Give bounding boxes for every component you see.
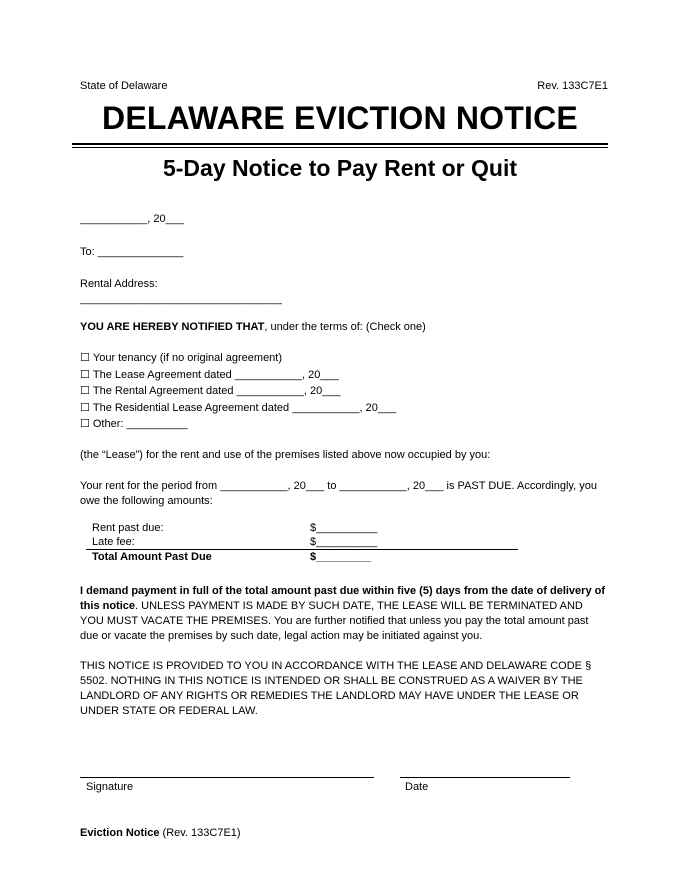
title-divider-thick (72, 143, 608, 145)
revision-label: Rev. 133C7E1 (537, 80, 608, 92)
notified-rest: , under the terms of: (Check one) (264, 321, 426, 333)
option-label: The Residential Lease Agreement dated ___________, 20___ (92, 401, 397, 414)
total-past-due-label: Total Amount Past Due (92, 551, 212, 563)
option-label: Your tenancy (if no original agreement) (92, 352, 283, 364)
agreement-options (80, 350, 396, 433)
footer-bold: Eviction Notice (80, 827, 160, 839)
footer (80, 827, 241, 839)
signature-label: Signature (86, 781, 134, 793)
late-fee-field[interactable]: $__________ (310, 536, 378, 548)
checkbox-icon[interactable]: ☐ (80, 384, 90, 398)
date-line[interactable] (400, 777, 570, 778)
state-label: State of Delaware (80, 80, 168, 92)
option-label: Other: __________ (92, 418, 188, 431)
lease-statement: (the “Lease”) for the rent and use of the premises listed above now occupied by you: (80, 449, 491, 461)
total-past-due-field[interactable]: $_________ (310, 551, 372, 563)
checkbox-icon[interactable]: ☐ (80, 417, 90, 431)
to-field[interactable]: To: ______________ (80, 246, 184, 258)
rent-period-statement: Your rent for the period from ___________, 20___ to ___________, 20___ is PAST DUE. Accordingly, you owe the following amounts: (80, 480, 597, 507)
signature-line[interactable] (80, 777, 374, 778)
rental-address-label: Rental Address: (80, 278, 158, 290)
option-label: The Rental Agreement dated ___________, 20___ (92, 385, 341, 398)
checkbox-icon[interactable]: ☐ (80, 351, 90, 364)
notified-statement (80, 321, 426, 333)
checkbox-icon[interactable]: ☐ (80, 367, 90, 381)
demand-statement (80, 584, 608, 644)
option-tenancy[interactable] (80, 350, 396, 367)
rental-address-field[interactable]: _________________________________ (80, 293, 282, 305)
document-subtitle: 5-Day Notice to Pay Rent or Quit (162, 155, 517, 181)
amounts-divider (86, 549, 518, 550)
option-residential-lease[interactable] (80, 400, 396, 417)
footer-rest: (Rev. 133C7E1) (159, 827, 241, 839)
date-field[interactable]: ___________, 20___ (80, 213, 184, 225)
late-fee-label: Late fee: (92, 536, 135, 548)
notified-bold: YOU ARE HEREBY NOTIFIED THAT (80, 321, 265, 333)
demand-bold: I demand payment in full of the total amount past due within five (5) days from the date of delivery of this notice (80, 585, 606, 612)
option-lease-agreement[interactable] (80, 367, 396, 384)
demand-rest: . UNLESS PAYMENT IS MADE BY SUCH DATE, THE LEASE WILL BE TERMINATED AND YOU MUST VACATE THE PREMISES. You are further notified that unless you pay the total amount past due or vacate the premises by such date, legal action may be initiated against you. (80, 600, 589, 642)
rent-past-due-field[interactable]: $__________ (310, 522, 378, 534)
legal-statement: THIS NOTICE IS PROVIDED TO YOU IN ACCORDANCE WITH THE LEASE AND DELAWARE CODE § 5502. NOTHING IN THIS NOTICE IS INTENDED OR SHALL BE CONSTRUED AS A WAIVER BY THE LANDLORD OF ANY RIGHTS OR REMEDIES THE LANDLORD MAY HAVE UNDER THE LEASE OR UNDER STATE OR FEDERAL LAW. (80, 660, 592, 717)
option-other[interactable] (80, 416, 396, 433)
option-label: The Lease Agreement dated ___________, 20___ (92, 368, 339, 381)
checkbox-icon[interactable]: ☐ (80, 400, 90, 414)
date-label: Date (405, 781, 429, 793)
title-divider-thin (72, 147, 608, 148)
option-rental-agreement[interactable] (80, 383, 396, 400)
document-title: DELAWARE EVICTION NOTICE (102, 100, 578, 136)
rent-past-due-label: Rent past due: (92, 522, 164, 534)
